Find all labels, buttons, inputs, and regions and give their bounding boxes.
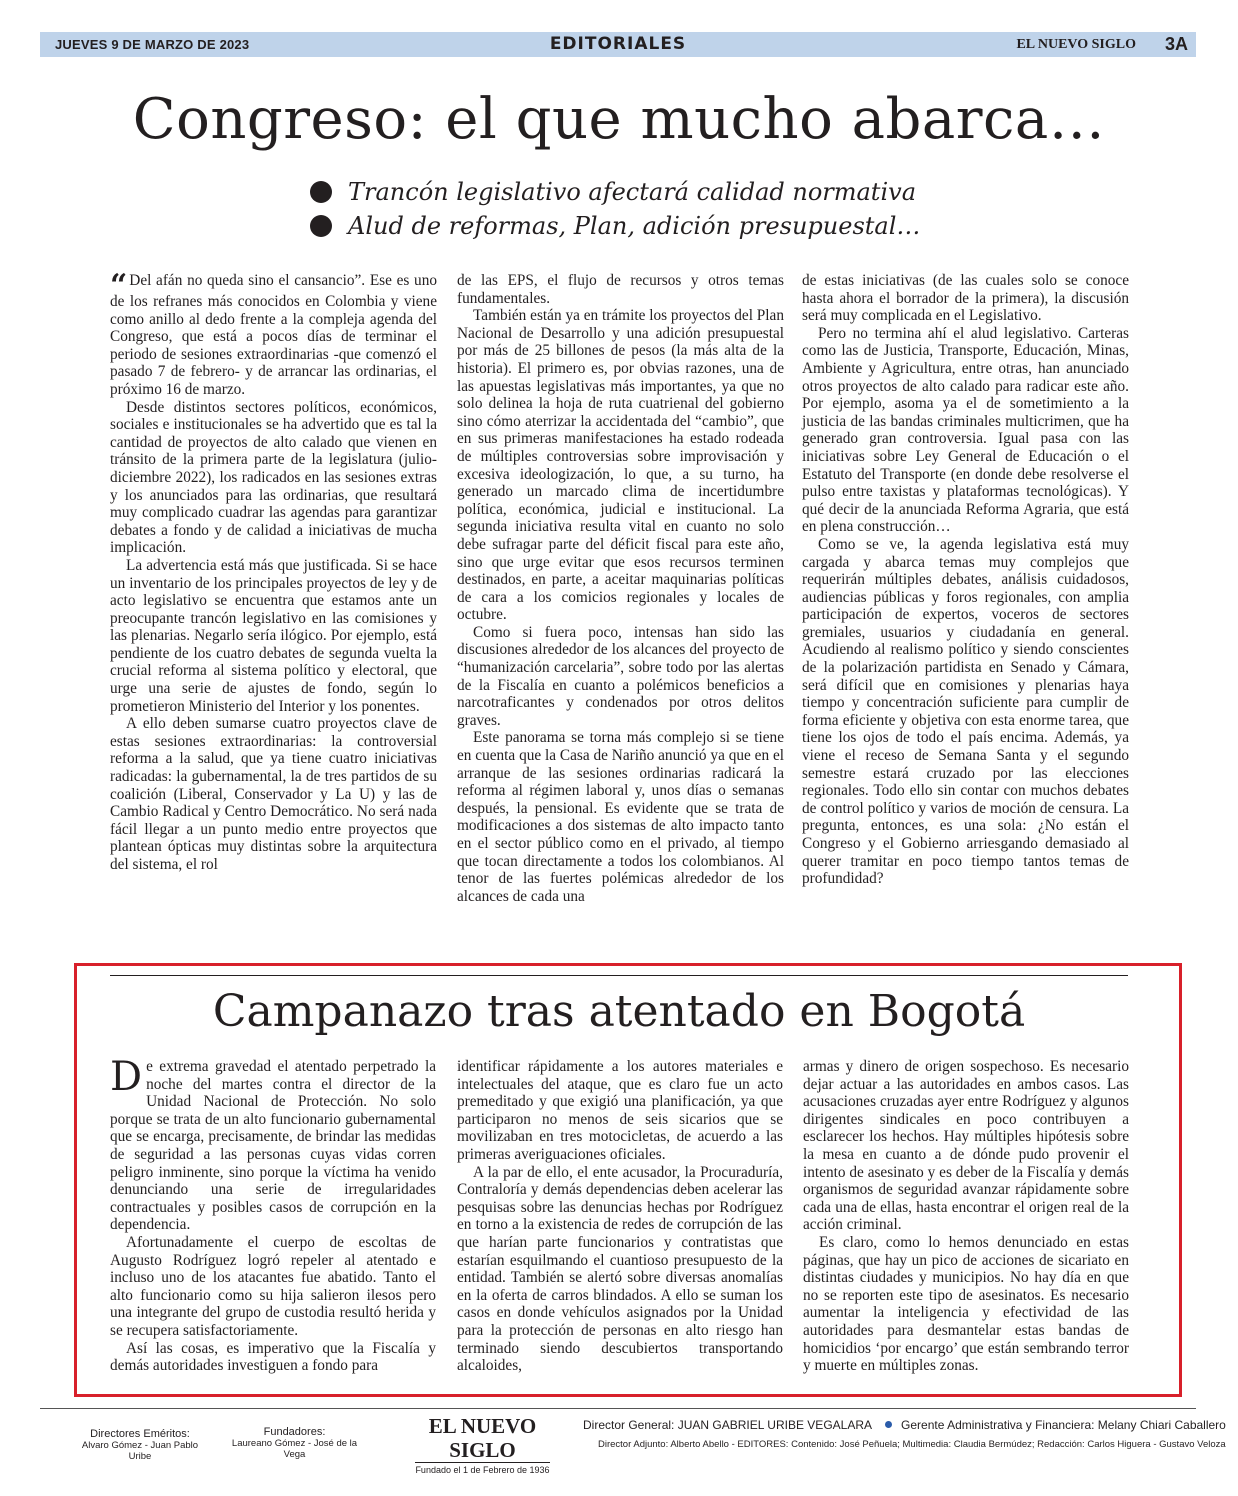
paragraph: Como se ve, la agenda legislativa está muy cargada y abarca temas muy complejos que requerirán múltiples debates, análisis cuidadosos, audiencias públicas y foros regionales, con amplia participación de expertos, voceros de sectores gremiales, usuarios y ciudadanía en general. Acudiendo al realismo político y siendo conscientes de la polarización partidista en Senado y Cámara, será difícil que en comisiones y plenarias haya tiempo y concentración suficiente para cumplir de forma eficiente y objetiva con esta enorme tarea, que tiene los ojos de todo el país encima. Además, ya viene el receso de Semana Santa y el segundo semestre estará cruzado por las elecciones regionales. Todo ello sin contar con muchos debates de control político y varios de moción de censura. La pregunta, entonces, es una sola: ¿No están el Congreso y el Gobierno arriesgando demasiado al querer tramitar en poco tiempo tantos temas de profundidad? — [802, 535, 1129, 888]
bullet-icon — [310, 215, 332, 237]
issue-date: JUEVES 9 DE MARZO DE 2023 — [55, 37, 250, 52]
paragraph: Es claro, como lo hemos denunciado en estas páginas, que hay un pico de acciones de sicariato en distintas ciudades y municipios. No hay día en que no se reporten este tipo de asesinatos. Es necesario aumentar la inteligencia y efectividad de las autoridades para desmantelar estas bandas de homicidios ‘por encargo’ que están sembrando terror y muerte en múltiples zonas. — [803, 1233, 1129, 1375]
paragraph: Desde distintos sectores políticos, económicos, sociales e institucionales se ha advertido que es tal la cantidad de proyectos de alto calado que vienen en tránsito de la primera parte de la legislatura (julio-diciembre 2022), los radicados en las sesiones extras y los anunciados para las ordinarias, que resultará muy complicado cuadrar las agendas para garantizar debates a fondo y de calidad a iniciativas de mucha implicación. — [110, 398, 437, 557]
editorial1-column-1 — [110, 268, 437, 874]
staff-line-2: Director Adjunto: Alberto Abello - EDITORES: Contenido: José Peñuela; Multimedia: Claudia Bermúdez; Redacción: Carlos Higuera - Gustavo Veloza — [598, 1439, 1226, 1450]
subhead-text: Trancón legislativo afectará calidad normativa — [348, 178, 916, 206]
section-title: EDITORIALES — [549, 34, 687, 54]
page-header — [40, 32, 1196, 57]
gerente-label: Gerente Administrativa y Financiera: — [901, 1418, 1095, 1432]
paragraph — [110, 268, 437, 399]
paragraph: de las EPS, el flujo de recursos y otros temas fundamentales. — [457, 272, 784, 307]
editorial2-column-2 — [457, 1058, 783, 1375]
footer-logo — [415, 1414, 550, 1475]
subhead-2 — [310, 209, 1010, 243]
paragraph: A ello deben sumarse cuatro proyectos clave de estas sesiones extraordinarias: la controversial reforma a la salud, que ya tiene cuatro iniciativas radicadas: la gubernamental, la de tres partidos de su coalición (Liberal, Conservador y La U) y las de Cambio Radical y Centro Democrático. No será nada fácil llegar a un punto medio entre proyectos que plantean ópticas muy distintas sobre la arquitectura del sistema, el rol — [110, 715, 437, 873]
paragraph: Este panorama se torna más complejo si se tiene en cuenta que la Casa de Nariño anunció ya que en el arranque de las sesiones ordinarias radicará la reforma al régimen laboral y, unos días o semanas después, la pensional. Es evidente que se trata de modificaciones a dos sistemas de alto impacto tanto en el sector público como en el privado, al tiempo que tocan directamente a todos los colombianos. Al tenor de las fuertes polémicas alrededor de los alcances de cada una — [457, 729, 784, 905]
director-general-name: JUAN GABRIEL URIBE VEGALARA — [677, 1418, 872, 1432]
paragraph: Como si fuera poco, intensas han sido las discusiones alrededor de los alcances del proyecto de “humanización carcelaria”, sobre todo por las alertas de la Fiscalía en cuanto a polémicos beneficios a narcotraficantes y condenados por otros delitos graves. — [457, 623, 784, 729]
paragraph: identificar rápidamente a los autores materiales e intelectuales del ataque, que es claro fue un acto premeditado y que exigió una planificación, ya que participaron no menos de seis sicarios que se movilizaban en tres motocicletas, de acuerdo a las primeras averiguaciones oficiales. — [457, 1058, 783, 1163]
gerente-name: Melany Chiari Caballero — [1097, 1418, 1226, 1432]
bullet-icon — [310, 181, 332, 203]
paragraph-text: Del afán no queda sino el cansancio”. Ese es uno de los refranes más conocidos en Colombia y viene como anillo al dedo frente a la compleja agenda del Congreso, que está a pocos días de terminar el periodo de sesiones extraordinarias -que comenzó el pasado 7 de febrero- y de arrancar las ordinarias, el próximo 16 de marzo. — [110, 272, 437, 398]
paragraph: La advertencia está más que justificada. Si se hace un inventario de los principales proyectos de ley y de acto legislativo se encuentra que estamos ante un preocupante trancón legislativo en las comisiones y las plenarias. Negarlo sería ilógico. Por ejemplo, está pendiente de los cuatro debates de segunda vuelta la crucial reforma al sistema político y electoral, que urge una serie de ajustes de fondo, según lo prometieron Ministerio del Interior y los ponentes. — [110, 556, 437, 715]
directores-names: Alvaro Gómez - Juan Pablo Uribe — [81, 1440, 199, 1462]
staff-line-1 — [583, 1418, 1226, 1432]
logo-founded: Fundado el 1 de Febrero de 1936 — [415, 1465, 550, 1475]
editorial1-column-2 — [457, 272, 784, 905]
page-number: 3A — [1164, 34, 1188, 54]
drop-cap: D — [110, 1054, 143, 1100]
paragraph: Pero no termina ahí el alud legislativo. Carteras como las de Justicia, Transporte, Educación, Minas, Ambiente y Agricultura, entre otras, han anunciado otros proyectos de alto calado para radicar este año. Por ejemplo, asoma ya el de sometimiento a la justicia de las bandas criminales multicrimen, que ha generado gran controversia. Igual pasa con las iniciativas sobre Ley General de Educación o el Estatuto del Transporte (en donde debe resolverse el pulso entre taxistas y plataformas tecnológicas). Y qué decir de la anunciada Reforma Agraria, que está en plena construcción… — [802, 324, 1129, 536]
editorial-headline: Congreso: el que mucho abarca… — [132, 87, 1106, 152]
paragraph: Así las cosas, es imperativo que la Fiscalía y demás autoridades investiguen a fondo para — [110, 1339, 436, 1375]
paragraph: También están ya en trámite los proyectos del Plan Nacional de Desarrollo y una adición presupuestal por más de 25 billones de pesos (la más alta de la historia). El primero es, por obvias razones, una de las apuestas legislativas más importantes, ya que no solo delinea la hoja de ruta cuatrienal del gobierno sino cómo aterrizar la accidentada del “cambio”, que en sus primeras manifestaciones ha estado rodeada de múltiples controversias sobre improvisación y excesiva ideologización, lo que, a su turno, ha generado un marcado clima de incertidumbre política, económica, judicial e institucional. La segunda iniciativa resulta vital en cuanto no solo debe sufragar parte del déficit fiscal para este año, sino que urge evitar que esos recursos terminen destinados, en parte, a aceitar maquinarias políticas de cara a los comicios regionales y locales de octubre. — [457, 307, 784, 624]
directores-label: Directores Eméritos: — [90, 1428, 190, 1440]
paragraph: armas y dinero de origen sospechoso. Es necesario dejar actuar a las autoridades en ambos casos. Las acusaciones cruzadas ayer entre Rodríguez y algunos dirigentes sindicales en poco contribuyen a esclarecer los hechos. Hay múltiples hipótesis sobre la mesa en cuanto a de dónde pudo provenir el intento de asesinato y es deber de la Fiscalía y demás organismos de seguridad avanzar rápidamente sobre cada una de ellas, hasta encontrar el origen real de la acción criminal. — [803, 1058, 1129, 1234]
opening-quote-icon: “ — [110, 268, 128, 303]
editorial2-column-1 — [110, 1054, 436, 1375]
paragraph: Afortunadamente el cuerpo de escoltas de Augusto Rodríguez logró repeler al atentado e incluso uno de los atacantes fue abatido. Tanto el alto funcionario como su hija salieron ilesos pero una integrante del grupo de custodia resultó herida y se recupera satisfactoriamente. — [110, 1233, 436, 1339]
separator-dot-icon — [885, 1421, 892, 1428]
directores-block — [70, 1428, 210, 1462]
editorial-subheads — [310, 175, 1010, 243]
editorial2-headline: Campanazo tras atentado en Bogotá — [212, 986, 1026, 1037]
fundadores-block — [222, 1426, 367, 1460]
fundadores-names: Laureano Gómez - José de la Vega — [231, 1438, 358, 1460]
newspaper-brand: EL NUEVO SIGLO — [1016, 37, 1136, 52]
paragraph: A la par de ello, el ente acusador, la Procuraduría, Contraloría y demás dependencias deben acelerar las pesquisas sobre las denuncias hechas por Rodríguez en torno a la existencia de redes de corrupción de las que harían parte funcionarios y contratistas que estarían esquilmando el cuantioso presupuesto de la entidad. También se alertó sobre diversas anomalías en la oferta de carros blindados. A ello se suman los casos en donde vehículos asignados por la Unidad para la protección de personas en alto riesgo han terminado siendo descubiertos transportando alcaloides, — [457, 1163, 783, 1375]
paragraph-text: e extrema gravedad el atentado perpetrado la noche del martes contra el director de la Unidad Nacional de Protección. No solo porque se trata de un alto funcionario gubernamental que se encarga, precisamente, de brindar las medidas de seguridad a las personas cuyas vidas corren peligro inminente, sino porque la víctima ha venido denunciando una serie de irregularidades contractuales y posibles casos de corrupción en la dependencia. — [110, 1058, 436, 1234]
divider — [110, 975, 1128, 976]
footer-divider — [40, 1408, 1196, 1409]
director-general-label: Director General: — [583, 1418, 675, 1432]
fundadores-label: Fundadores: — [263, 1426, 326, 1438]
paragraph — [110, 1054, 436, 1234]
editorial1-column-3 — [802, 272, 1129, 888]
logo-name: EL NUEVO SIGLO — [415, 1414, 550, 1463]
editorial2-column-3 — [803, 1058, 1129, 1375]
paragraph: de estas iniciativas (de las cuales solo se conoce hasta ahora el borrador de la primera), la discusión será muy complicada en el Legislativo. — [802, 272, 1129, 325]
subhead-text: Alud de reformas, Plan, adición presupuestal… — [348, 212, 921, 240]
subhead-1 — [310, 175, 1010, 209]
